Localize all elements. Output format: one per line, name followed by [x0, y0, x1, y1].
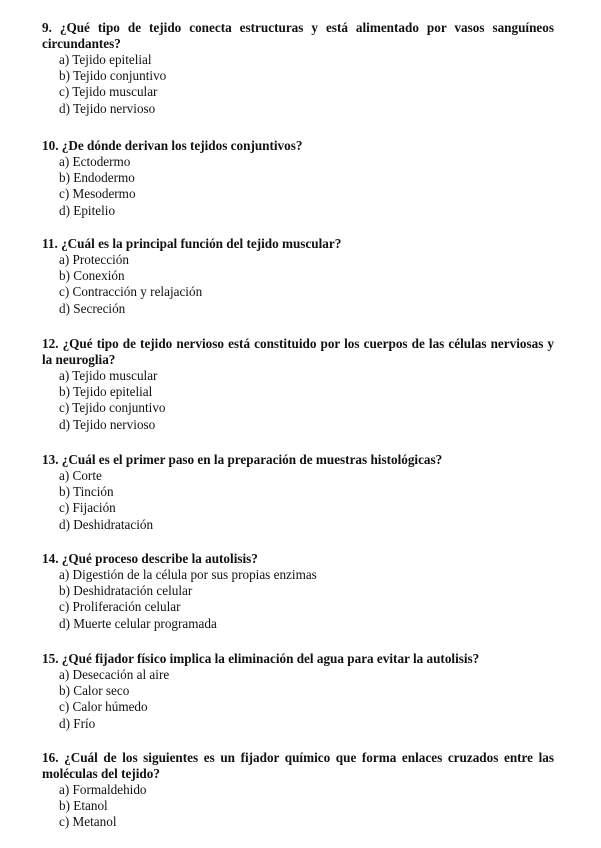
option-list — [42, 567, 554, 632]
option-list — [42, 667, 554, 732]
option-list — [42, 368, 554, 433]
option-b: b) Tejido epitelial — [59, 384, 153, 400]
question-16 — [42, 750, 554, 831]
question-14 — [42, 551, 554, 632]
question-prompt: ¿Qué tipo de tejido nervioso está constituido por los cuerpos de las células nerviosas y la neuroglia? — [42, 336, 555, 367]
question-text — [42, 750, 554, 782]
question-text — [42, 20, 554, 52]
option-b: b) Tejido conjuntivo — [59, 68, 167, 84]
question-prompt: ¿Qué tipo de tejido conecta estructuras y está alimentado por vasos sanguíneos circundantes? — [42, 20, 555, 51]
question-text — [42, 551, 554, 567]
option-d: d) Tejido nervioso — [59, 100, 156, 116]
question-12 — [42, 336, 554, 433]
question-text — [42, 138, 554, 154]
option-a: a) Digestión de la célula por sus propias enzimas — [59, 567, 317, 582]
option-list — [42, 52, 554, 117]
question-prompt: ¿Qué proceso describe la autolisis? — [61, 551, 258, 566]
question-number: 9. — [42, 20, 52, 35]
option-a: a) Tejido muscular — [59, 368, 158, 383]
option-c: c) Metanol — [59, 814, 117, 830]
question-13 — [42, 452, 554, 533]
question-prompt: ¿Cuál es la principal función del tejido muscular? — [61, 236, 342, 251]
question-number: 14. — [42, 551, 59, 566]
option-b: b) Endodermo — [59, 170, 135, 186]
option-b: b) Conexión — [59, 268, 125, 284]
option-a: a) Desecación al aire — [59, 667, 170, 682]
option-c: c) Mesodermo — [59, 186, 136, 202]
option-d: d) Tejido nervioso — [59, 416, 156, 432]
question-text — [42, 236, 554, 252]
question-number: 16. — [42, 750, 59, 765]
question-9 — [42, 20, 554, 117]
question-11 — [42, 236, 554, 317]
question-10 — [42, 138, 554, 219]
option-list — [42, 252, 554, 317]
option-c: c) Calor húmedo — [59, 699, 148, 715]
question-number: 12. — [42, 336, 59, 351]
option-b: b) Calor seco — [59, 683, 130, 699]
option-list — [42, 782, 554, 831]
option-b: b) Deshidratación celular — [59, 583, 193, 599]
option-a: a) Protección — [59, 252, 129, 267]
option-a: a) Tejido epitelial — [59, 52, 152, 67]
option-c: c) Fijación — [59, 500, 116, 516]
question-prompt: ¿De dónde derivan los tejidos conjuntivos? — [61, 138, 303, 153]
option-a: a) Formaldehido — [59, 782, 147, 797]
option-c: c) Proliferación celular — [59, 599, 181, 615]
option-d: d) Muerte celular programada — [59, 615, 217, 631]
option-list — [42, 154, 554, 219]
option-list — [42, 468, 554, 533]
option-a: a) Ectodermo — [59, 154, 131, 169]
question-prompt: ¿Cuál de los siguientes es un fijador químico que forma enlaces cruzados entre las moléculas del tejido? — [42, 750, 554, 781]
option-d: d) Deshidratación — [59, 516, 154, 532]
question-text — [42, 452, 554, 468]
question-number: 15. — [42, 651, 59, 666]
option-b: b) Etanol — [59, 798, 108, 814]
option-d: d) Epitelio — [59, 202, 116, 218]
question-text — [42, 651, 554, 667]
question-number: 10. — [42, 138, 59, 153]
option-c: c) Contracción y relajación — [59, 284, 203, 300]
question-prompt: ¿Qué fijador físico implica la eliminación del agua para evitar la autolisis? — [61, 651, 480, 666]
option-a: a) Corte — [59, 468, 102, 483]
question-number: 13. — [42, 452, 59, 467]
question-15 — [42, 651, 554, 732]
question-prompt: ¿Cuál es el primer paso en la preparación de muestras histológicas? — [61, 452, 443, 467]
option-c: c) Tejido conjuntivo — [59, 400, 166, 416]
question-number: 11. — [42, 236, 58, 251]
option-c: c) Tejido muscular — [59, 84, 158, 100]
option-b: b) Tinción — [59, 484, 114, 500]
option-d: d) Secreción — [59, 300, 126, 316]
option-d: d) Frío — [59, 715, 96, 731]
question-text — [42, 336, 554, 368]
